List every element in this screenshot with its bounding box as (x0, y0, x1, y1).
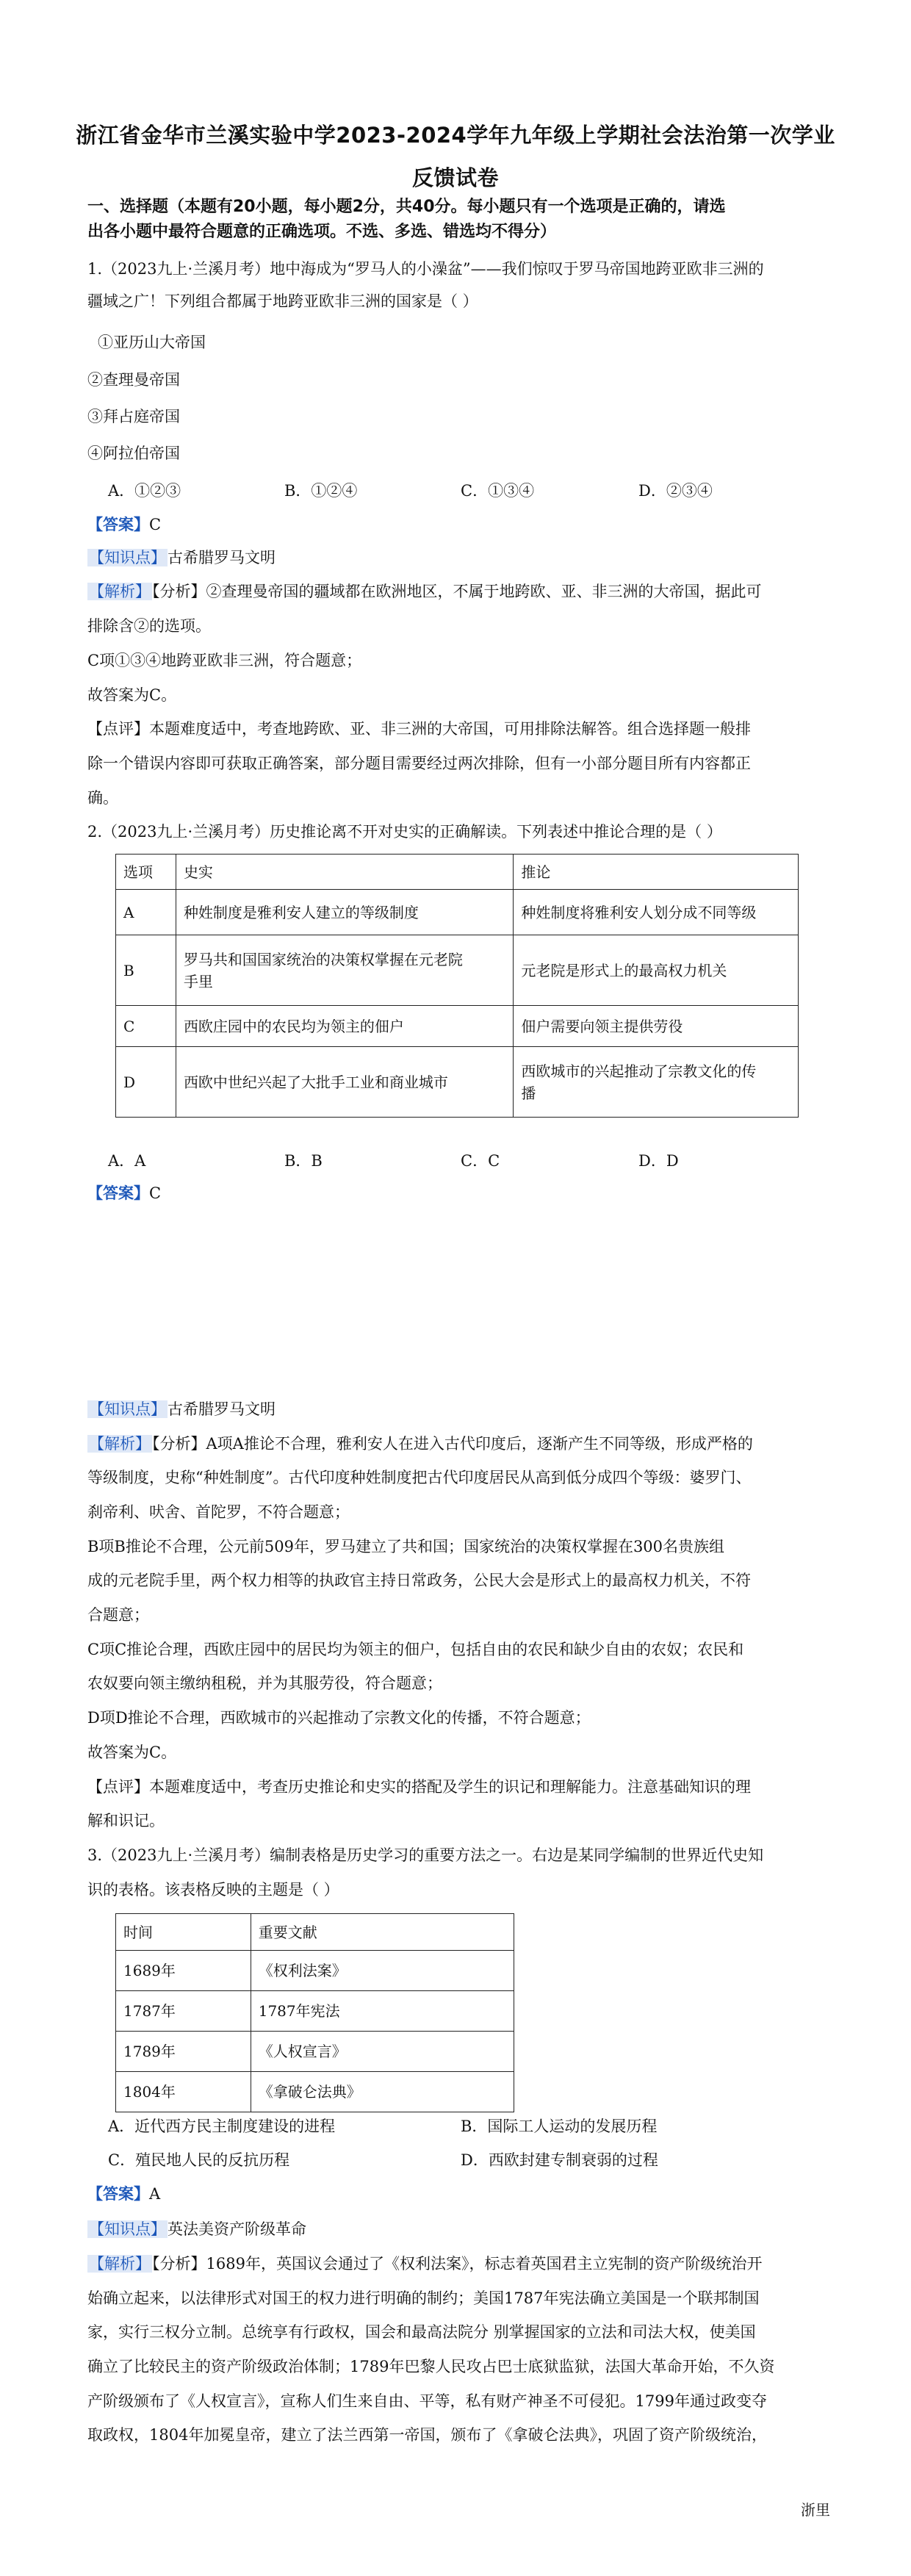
q1-analysis-line: 故答案为C。 (87, 686, 177, 704)
analysis-label: 【解析】 (89, 1435, 151, 1453)
q3-stem-line2: 识的表格。该表格反映的主题是（ ） (87, 1881, 339, 1899)
analysis-label: 【解析】 (89, 2255, 151, 2273)
table-header-row (116, 1914, 514, 1951)
q2-knowledge-value: 古希腊罗马文明 (168, 1400, 276, 1418)
knowledge-label: 【知识点】 (89, 1400, 166, 1418)
q3-answer-value: A (149, 2185, 161, 2203)
q1-knowledge-value: 古希腊罗马文明 (168, 549, 276, 566)
q1-option-d: D．②③④ (638, 482, 713, 500)
q2-comment (87, 1777, 829, 1797)
q2-analysis-line: 故答案为C。 (87, 1744, 177, 1761)
table-cell (514, 1047, 799, 1118)
table-cell: 《拿破仑法典》 (251, 2072, 514, 2112)
table-header-row (116, 855, 799, 890)
q3-analysis (87, 2253, 829, 2274)
table-header: 选项 (116, 855, 176, 890)
table-cell: A (116, 890, 176, 935)
footer-mark: 浙里 (801, 2501, 830, 2519)
table-row (116, 2072, 514, 2112)
q2-comment-line: 解和识记。 (87, 1812, 165, 1830)
q2-analysis-line: 刹帝利、吠舍、首陀罗，不符合题意； (87, 1503, 350, 1521)
table-header: 史实 (176, 855, 513, 890)
q1-option-a: A．①②③ (108, 482, 181, 500)
q2-analysis-line: 农奴要向领主缴纳租税，并为其服劳役，符合题意； (87, 1674, 442, 1692)
table-cell: 西欧中世纪兴起了大批手工业和商业城市 (176, 1047, 513, 1118)
q2-comment-text: 本题难度适中，考查历史推论和史实的搭配及学生的识记和理解能力。注意基础知识的理 (149, 1778, 751, 1796)
table-cell: D (116, 1047, 176, 1118)
q3-option-a: A．近代西方民主制度建设的进程 (108, 2118, 336, 2135)
q3-answer (87, 2184, 829, 2204)
knowledge-label: 【知识点】 (89, 549, 166, 566)
section-heading-line2: 出各小题中最符合题意的正确选项。不选、多选、错选均不得分） (87, 223, 557, 241)
q2-knowledge (87, 1399, 829, 1420)
q2-stem: 2.（2023九上·兰溪月考）历史推论离不开对史实的正确解读。下列表述中推论合理的是（ ） (87, 823, 722, 841)
q3-analysis-line: 家，实行三权分立制。总统享有行政权，国会和最高法院分 别掌握国家的立法和司法大权，使美国 (87, 2323, 756, 2341)
table-cell: 1789年 (116, 2032, 251, 2072)
table-cell: 1787年宪法 (251, 1991, 514, 2032)
q2-analysis-line: B项B推论不合理，公元前509年，罗马建立了共和国；国家统治的决策权掌握在300名贵族组 (87, 1538, 725, 1555)
q3-stem: 3.（2023九上·兰溪月考）编制表格是历史学习的重要方法之一。右边是某同学编制的世界近代史知 (87, 1846, 764, 1864)
q2-option-d: D．D (638, 1152, 679, 1170)
table-cell: 佃户需要向领主提供劳役 (514, 1006, 799, 1047)
q2-analysis-line: C项C推论合理，西欧庄园中的居民均为领主的佃户，包括自由的农民和缺少自由的农奴；农民和 (87, 1641, 744, 1658)
q1-analysis-line: C项①③④地跨亚欧非三洲，符合题意； (87, 652, 362, 669)
q3-analysis-text: 【分析】1689年，英国议会通过了《权利法案》，标志着英国君主立宪制的资产阶级统治开 (152, 2255, 763, 2273)
q2-table (115, 854, 799, 1118)
q1-item: ④阿拉伯帝国 (87, 445, 180, 462)
table-cell: 1689年 (116, 1951, 251, 1991)
q2-analysis-line: 等级制度，史称“种姓制度”。古代印度种姓制度把古代印度居民从高到低分成四个等级：婆罗门、 (87, 1469, 752, 1486)
q2-analysis-line: 成的元老院手里，两个权力相等的执政官主持日常政务，公民大会是形式上的最高权力机关，不符 (87, 1572, 751, 1589)
q2-answer (87, 1183, 829, 1204)
q1-answer-value: C (149, 516, 162, 533)
q1-option-b: B．①②④ (284, 482, 358, 500)
comment-label: 【点评】 (87, 1778, 149, 1796)
knowledge-label: 【知识点】 (89, 2220, 166, 2238)
q1-stem: 1.（2023九上·兰溪月考）地中海成为“罗马人的小澡盆”——我们惊叹于罗马帝国地跨亚欧非三洲的 (87, 260, 764, 278)
page-title-line2: 反馈试卷 (411, 165, 499, 190)
q1-answer (87, 514, 829, 535)
table-header: 时间 (116, 1914, 251, 1951)
q1-comment-line: 除一个错误内容即可获取正确答案，部分题目需要经过两次排除，但有一小部分题目所有内容都正 (87, 755, 751, 772)
table-row (116, 2032, 514, 2072)
q3-analysis-line: 取政权，1804年加冕皇帝，建立了法兰西第一帝国，颁布了《拿破仑法典》，巩固了资产阶级统治， (87, 2426, 767, 2444)
cell-line: 西欧城市的兴起推动了宗教文化的传 (521, 1062, 757, 1080)
q2-analysis (87, 1433, 829, 1454)
table-header: 推论 (514, 855, 799, 890)
table-row (116, 1991, 514, 2032)
q3-table (115, 1913, 514, 2112)
comment-label: 【点评】 (87, 720, 149, 738)
q2-option-a: A．A (108, 1152, 146, 1170)
q3-option-c: C．殖民地人民的反抗历程 (108, 2151, 290, 2169)
q2-answer-value: C (149, 1184, 162, 1202)
q3-analysis-line: 产阶级颁布了《人权宣言》，宣称人们生来自由、平等，私有财产神圣不可侵犯。1799年通过政变夺 (87, 2392, 767, 2410)
q2-analysis-line: D项D推论不合理，西欧城市的兴起推动了宗教文化的传播，不符合题意； (87, 1709, 591, 1727)
table-row (116, 890, 799, 935)
table-cell: 西欧庄园中的农民均为领主的佃户 (176, 1006, 513, 1047)
page-title: 浙江省金华市兰溪实验中学2023-2024学年九年级上学期社会法治第一次学业 (76, 123, 835, 148)
q1-knowledge (87, 547, 829, 568)
q3-option-b: B．国际工人运动的发展历程 (461, 2118, 658, 2135)
q1-analysis-line: 排除含②的选项。 (87, 617, 211, 635)
q2-analysis-line: 合题意； (87, 1606, 149, 1624)
table-row (116, 1047, 799, 1118)
table-row (116, 1006, 799, 1047)
cell-line: 播 (521, 1084, 536, 1102)
answer-label: 【答案】 (87, 1184, 149, 1202)
table-cell: 种姓制度是雅利安人建立的等级制度 (176, 890, 513, 935)
table-cell: 1804年 (116, 2072, 251, 2112)
q1-stem-line2: 疆域之广！下列组合都属于地跨亚欧非三洲的国家是（ ） (87, 292, 478, 310)
answer-label: 【答案】 (87, 2184, 149, 2203)
table-cell (176, 935, 513, 1006)
cell-line: 手里 (183, 972, 213, 990)
q2-analysis-text: 【分析】A项A推论不合理，雅利安人在进入古代印度后，逐渐产生不同等级，形成严格的 (152, 1435, 753, 1453)
q1-item: ③拜占庭帝国 (87, 408, 180, 425)
table-row (116, 1951, 514, 1991)
table-cell: C (116, 1006, 176, 1047)
table-row (116, 935, 799, 1006)
q1-item: ②查理曼帝国 (87, 371, 180, 389)
q1-option-c: C．①③④ (461, 482, 535, 500)
q1-comment (87, 719, 829, 739)
q3-option-d: D．西欧封建专制衰弱的过程 (461, 2151, 658, 2169)
q3-analysis-line: 确立了比较民主的资产阶级政治体制；1789年巴黎人民攻占巴士底狱监狱，法国大革命开始，不久资 (87, 2358, 775, 2375)
q1-analysis-text: 【分析】②查理曼帝国的疆域都在欧洲地区，不属于地跨欧、亚、非三洲的大帝国，据此可 (152, 583, 762, 600)
cell-line: 罗马共和国国家统治的决策权掌握在元老院 (183, 950, 463, 968)
table-cell: 种姓制度将雅利安人划分成不同等级 (514, 890, 799, 935)
q3-analysis-line: 始确立起来，以法律形式对国王的权力进行明确的制约；美国1787年宪法确立美国是一个联邦制国 (87, 2289, 760, 2307)
q1-item: ①亚历山大帝国 (98, 334, 206, 351)
analysis-label: 【解析】 (89, 583, 151, 600)
section-heading: 一、选择题（本题有20小题，每小题2分，共40分。每小题只有一个选项是正确的，请选 (87, 198, 726, 216)
q2-option-b: B．B (284, 1152, 323, 1170)
table-cell: 《权利法案》 (251, 1951, 514, 1991)
table-cell: B (116, 935, 176, 1006)
answer-label: 【答案】 (87, 515, 149, 533)
q1-comment-line: 确。 (87, 789, 118, 807)
table-cell: 元老院是形式上的最高权力机关 (514, 935, 799, 1006)
table-header: 重要文献 (251, 1914, 514, 1951)
q2-option-c: C．C (461, 1152, 500, 1170)
q3-knowledge (87, 2219, 829, 2239)
q1-comment-text: 本题难度适中，考查地跨欧、亚、非三洲的大帝国，可用排除法解答。组合选择题一般排 (149, 720, 751, 738)
q3-knowledge-value: 英法美资产阶级革命 (168, 2220, 306, 2238)
table-cell: 《人权宣言》 (251, 2032, 514, 2072)
q1-analysis (87, 581, 829, 602)
table-cell: 1787年 (116, 1991, 251, 2032)
